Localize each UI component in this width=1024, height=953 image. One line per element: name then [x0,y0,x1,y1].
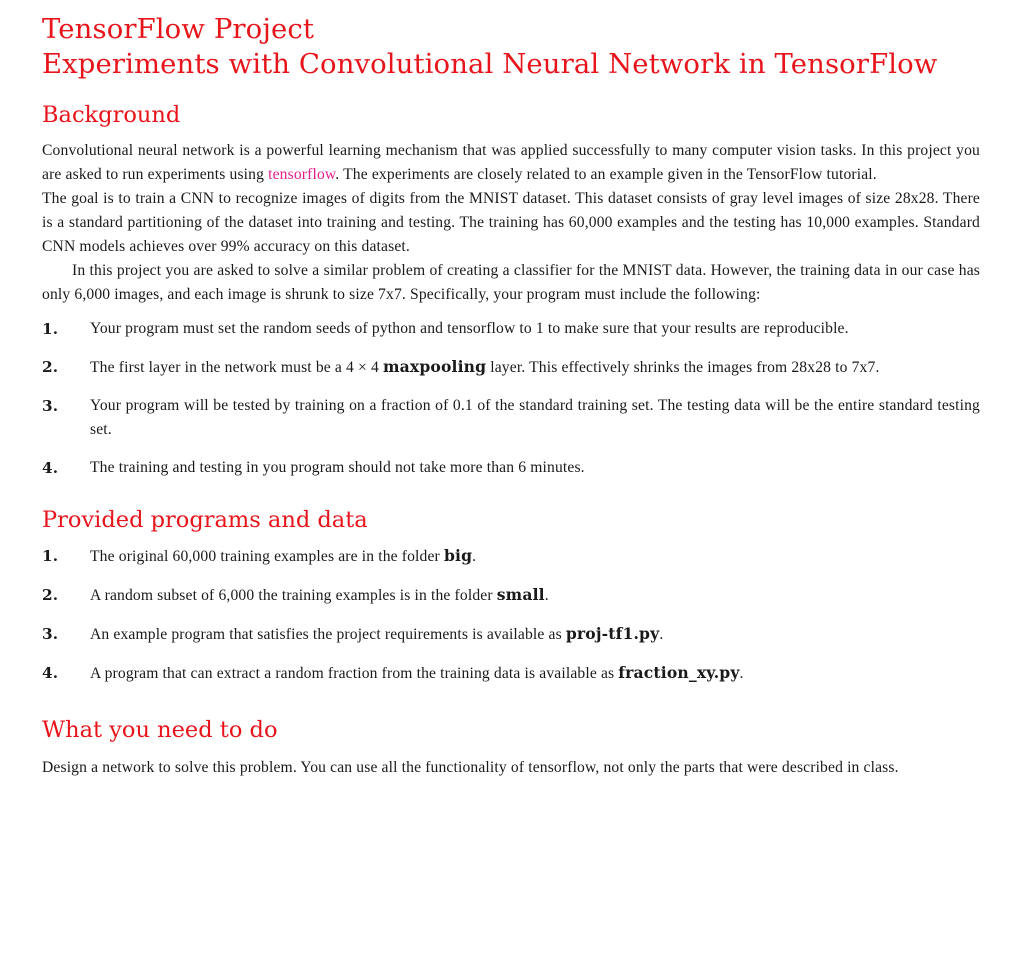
item-text-post: layer. This effectively shrinks the images from 28x28 to 7x7. [486,359,880,376]
item-text-pre: A random subset of 6,000 the training examples is in the folder [90,587,497,604]
title-line-2: Experiments with Convolutional Neural Network in TensorFlow [42,48,938,80]
tensorflow-link[interactable]: tensorflow [268,166,336,183]
item-number: 4. [42,664,59,682]
item-number: 1. [42,320,59,338]
item-text-post: . [739,665,744,682]
document-title [42,12,980,82]
provided-list [42,544,980,686]
list-item [42,661,980,686]
background-paragraph-2: The goal is to train a CNN to recognize images of digits from the MNIST dataset. This dataset consists of gray level images of size 28x28. There is a standard partitioning of the dataset into training and testing. The training has 60,000 examples and the testing has 10,000 examples. Standard CNN models achieves over 99% accuracy on this dataset. [42,190,980,255]
item-number: 2. [42,586,59,604]
list-item [42,394,980,442]
todo-heading: What you need to do [42,717,278,743]
item-number: 3. [42,625,59,643]
item-number: 4. [42,459,59,477]
list-item [42,622,980,647]
item-text-bold: big [443,546,473,565]
item-text: The training and testing in you program should not take more than 6 minutes. [90,459,585,476]
item-text-bold: maxpooling [383,357,487,376]
list-item [42,583,980,608]
background-heading: Background [42,102,181,128]
requirements-list [42,317,980,480]
item-number: 2. [42,358,59,376]
item-text: Your program will be tested by training on a fraction of 0.1 of the standard training set. The testing data will be the entire standard testing set. [90,397,980,438]
item-text-bold: fraction_xy.py [618,663,740,682]
item-number: 1. [42,547,59,565]
item-text-pre: The original 60,000 training examples are in the folder [90,548,444,565]
background-p1-text-b: . The experiments are closely related to an example given in the TensorFlow tutorial. [335,166,877,183]
background-p1-text-a: Convolutional neural network is a powerful learning mechanism that was applied successfully to many computer vision tasks. In this project you are asked to run experiments using [42,142,980,183]
item-text-pre: The first layer in the network must be a 4 × 4 [90,359,383,376]
background-paragraph-3: In this project you are asked to solve a similar problem of creating a classifier for the MNIST data. However, the training data in our case has only 6,000 images, and each image is shrunk to size 7x7. Specifically, your program must include the following: [42,262,980,303]
provided-heading: Provided programs and data [42,507,368,533]
title-line-1: TensorFlow Project [42,13,314,45]
item-text-post: . [472,548,477,565]
item-text-bold: proj-tf1.py [565,624,660,643]
item-text-post: . [659,626,664,643]
item-text-pre: A program that can extract a random fraction from the training data is available as [90,665,619,682]
item-number: 3. [42,397,59,415]
item-text-post: . [544,587,549,604]
item-text-pre: An example program that satisfies the project requirements is available as [90,626,566,643]
item-text: Your program must set the random seeds of python and tensorflow to 1 to make sure that your results are reproducible. [90,320,849,337]
item-text-bold: small [496,585,545,604]
list-item [42,317,980,341]
list-item [42,544,980,569]
background-paragraph-1 [42,139,980,187]
list-item [42,456,980,480]
document-page [42,12,980,780]
list-item [42,355,980,380]
todo-paragraph: Design a network to solve this problem. You can use all the functionality of tensorflow, not only the parts that were described in class. [42,759,899,776]
